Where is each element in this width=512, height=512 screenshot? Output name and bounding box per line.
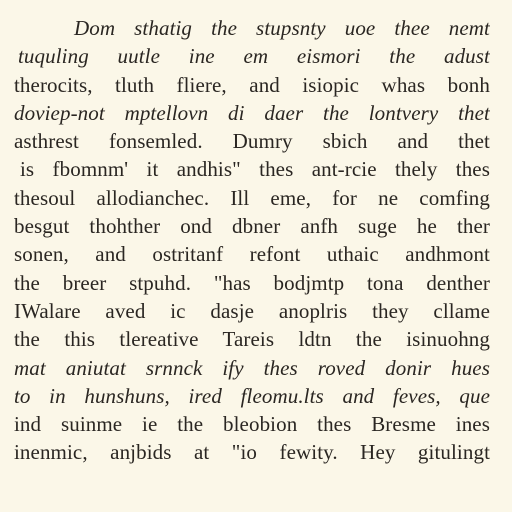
- text-line: sonen, and ostritanf refont uthaic andhmont: [14, 242, 490, 267]
- text-line: doviep-not mptellovn di daer the lontvery thet: [14, 100, 490, 125]
- text-line: Dom sthatig the stupsnty uoe thee nemt: [74, 16, 490, 40]
- text-line: ind suinme ie the bleobion thes Bresme ines: [14, 412, 490, 437]
- text-line: thesoul allodianchec. Ill eme, for ne comfing: [14, 185, 490, 210]
- text-line: the this tlereative Tareis ldtn the isinuohng: [14, 327, 490, 352]
- text-line: is fbomnm' it andhis" thes ant-rcie thely thes: [20, 157, 490, 182]
- text-line: the breer stpuhd. "has bodjmtp tona denther: [14, 270, 490, 295]
- text-line: inenmic, anjbids at "io fewity. Hey gitulingt: [14, 440, 490, 465]
- text-line: tuquling uutle ine em eismori the adust: [18, 44, 490, 69]
- text-line: therocits, tluth fliere, and isiopic whas bonh: [14, 72, 490, 97]
- text-line: besgut thohther ond dbner anfh suge he ther: [14, 214, 490, 239]
- text-line: IWalare aved ic dasje anoplris they cllame: [14, 298, 490, 323]
- paragraph: [14, 14, 490, 467]
- text-line: asthrest fonsemled. Dumry sbich and thet: [14, 129, 490, 154]
- text-line: mat aniutat srnnck ify thes roved donir hues: [14, 355, 490, 380]
- text-line: to in hunshuns, ired fleomu.lts and feves, que: [14, 383, 490, 408]
